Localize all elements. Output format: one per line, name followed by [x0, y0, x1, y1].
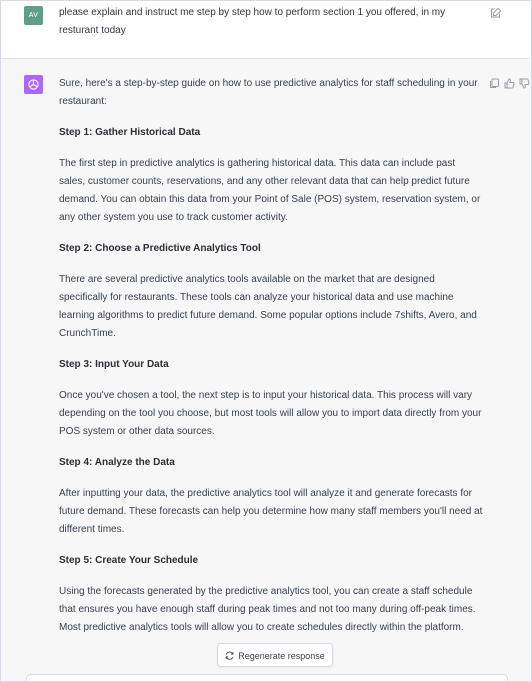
- step-body: Using the forecasts generated by the predictive analytics tool, you can create a staff schedule that ensures you have enough staff during peak times and not too many during off-peak times. Most predictive analytics tools will allow you to create schedules directly within the platform.: [59, 586, 476, 633]
- step-body: Once you've chosen a tool, the next step is to input your historical data. This process will vary depending on the tool you choose, but most tools will allow you to import data directly from your POS system or other data sources.: [59, 390, 482, 437]
- message-composer[interactable]: [26, 674, 508, 682]
- refresh-icon: [225, 645, 234, 654]
- intro-paragraph: Sure, here's a step-by-step guide on how to use predictive analytics for staff scheduling in your restaurant:: [59, 78, 478, 107]
- step-body: After inputting your data, the predictive analytics tool will analyze it and generate forecasts for future demand. These forecasts can help you determine how many staff members you'll need at different times.: [59, 488, 483, 535]
- regenerate-label: Regenerate response: [238, 651, 325, 661]
- assistant-message-text: [59, 75, 484, 650]
- thumbs-up-icon[interactable]: [504, 76, 515, 87]
- user-message-row: [1, 1, 531, 59]
- assistant-message-row: [1, 59, 531, 681]
- user-message-text: [59, 4, 469, 40]
- openai-logo-icon: [24, 75, 43, 94]
- step-heading: Step 1: Gather Historical Data: [59, 127, 201, 138]
- step-body: There are several predictive analytics tools available on the market that are designed specifically for restaurants. These tools can analyze your historical data and use machine learning algorithms to predict future demand. Some popular options include 7shifts, Avero, and CrunchTime.: [59, 274, 477, 339]
- edit-icon[interactable]: [490, 6, 502, 18]
- step-heading: Step 2: Choose a Predictive Analytics Tool: [59, 243, 261, 254]
- user-message-line-2: resturant today: [59, 25, 126, 36]
- message-actions: [489, 76, 530, 88]
- step-heading: Step 4: Analyze the Data: [59, 457, 175, 468]
- step-heading: Step 5: Create Your Schedule: [59, 555, 199, 566]
- thumbs-down-icon[interactable]: [519, 76, 530, 87]
- user-message-line-1: please explain and instruct me step by step how to perform section 1 you offered, in my: [59, 7, 446, 18]
- step-body: The first step in predictive analytics is gathering historical data. This data can include past sales, customer counts, reservations, and any other relevant data that can help predict future demand. You can obtain this data from your Point of Sale (POS) system, reservation system, or any other system you use to track customer activity.: [59, 158, 481, 223]
- step-heading: Step 3: Input Your Data: [59, 359, 169, 370]
- copy-icon[interactable]: [489, 76, 500, 87]
- user-avatar: AV: [24, 6, 43, 25]
- regenerate-response-button[interactable]: [217, 643, 333, 667]
